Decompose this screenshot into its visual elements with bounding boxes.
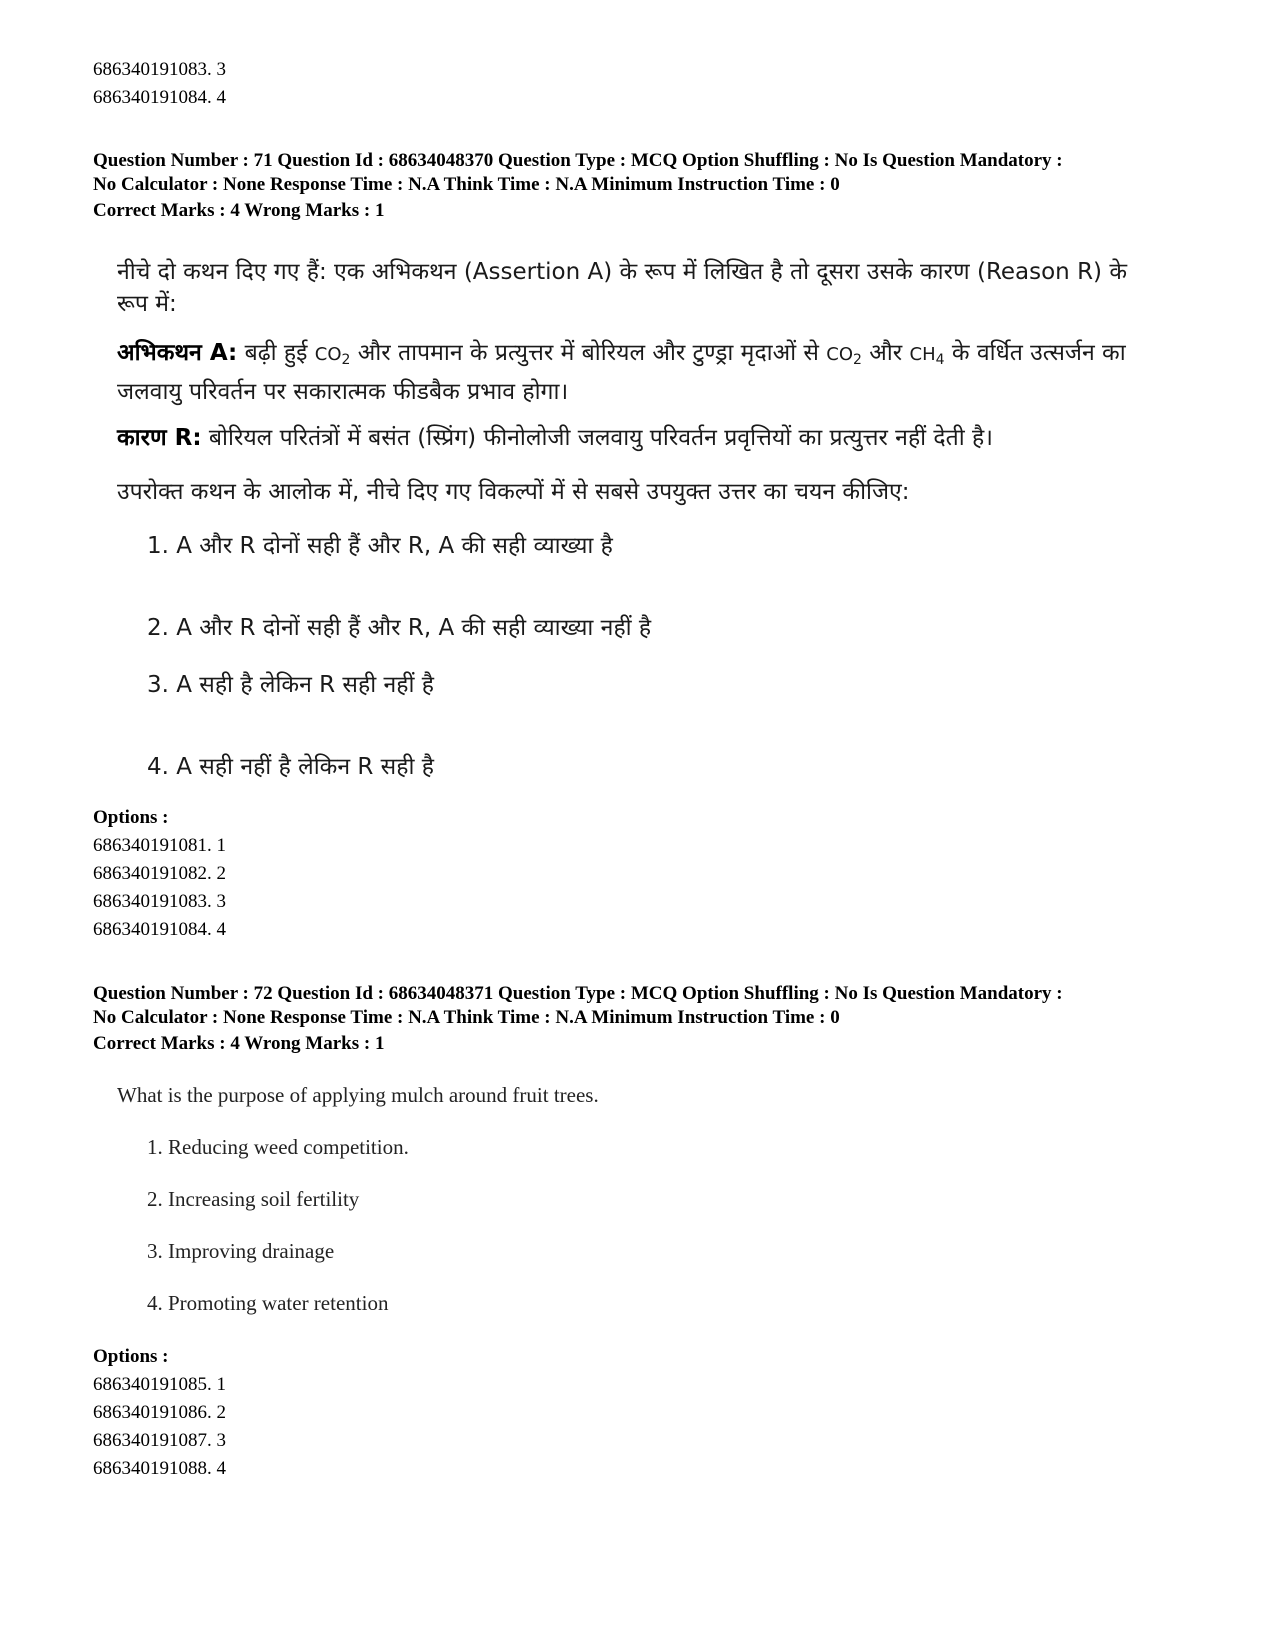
q72-option-4: 686340191088. 4 — [93, 1458, 226, 1479]
q71-assertion-label: अभिकथन A: — [117, 340, 238, 366]
q71-assertion-p4: के वर्धित उत्सर्जन का जलवायु परिवर्तन पर सकारात्मक फीडबैक प्रभाव होगा। — [117, 340, 1126, 405]
q72-option-3: 686340191087. 3 — [93, 1430, 226, 1451]
q71-option-2: 686340191082. 2 — [93, 863, 226, 884]
q71-choice-3: 3. A सही है लेकिन R सही नहीं है — [147, 672, 434, 698]
q72-choice-3: 3. Improving drainage — [147, 1239, 335, 1263]
q71-reason — [117, 422, 1127, 454]
co2-formula: $CO_2$ — [314, 344, 351, 368]
q71-options-label: Options : — [93, 807, 169, 828]
q71-option-3: 686340191083. 3 — [93, 891, 226, 912]
co2-formula-2: $CO_2$ — [826, 344, 862, 368]
q71-assertion — [117, 337, 1127, 408]
q72-choice-4: 4. Promoting water retention — [147, 1291, 389, 1315]
q71-intro: नीचे दो कथन दिए गए हैं: एक अभिकथन (Assertion A) के रूप में लिखित है तो दूसरा उसके कारण (Reason R) के रूप में: — [117, 259, 1128, 317]
q71-marks: Correct Marks : 4 Wrong Marks : 1 — [93, 200, 385, 221]
q72-options-label: Options : — [93, 1346, 169, 1367]
prev-option-4: 686340191084. 4 — [93, 87, 226, 108]
q71-choice-4: 4. A सही नहीं है लेकिन R सही है — [147, 754, 434, 780]
q71-choice-2: 2. A और R दोनों सही हैं और R, A की सही व्याख्या नहीं है — [147, 615, 652, 641]
q71-meta-line2: No Calculator : None Response Time : N.A Think Time : N.A Minimum Instruction Time : 0 — [93, 174, 840, 195]
q71-reason-label: कारण R: — [117, 425, 202, 451]
q71-assertion-p2: और तापमान के प्रत्युत्तर में बोरियल और टुण्ड्रा मृदाओं से — [357, 340, 819, 366]
q72-choice-1: 1. Reducing weed competition. — [147, 1135, 409, 1159]
ch4-formula: $CH_4$ — [909, 344, 945, 368]
q72-choice-2: 2. Increasing soil fertility — [147, 1187, 360, 1211]
q71-assertion-p3: और — [869, 340, 903, 366]
q71-choice-1: 1. A और R दोनों सही हैं और R, A की सही व्याख्या है — [147, 533, 613, 559]
q71-meta — [93, 149, 1213, 197]
q71-meta-line1: Question Number : 71 Question Id : 68634048370 Question Type : MCQ Option Shuffling : No Is Question Mandatory : — [93, 150, 1063, 171]
q71-option-1: 686340191081. 1 — [93, 835, 226, 856]
q72-meta-line1: Question Number : 72 Question Id : 68634048371 Question Type : MCQ Option Shuffling : No Is Question Mandatory : — [93, 983, 1063, 1004]
q71-instruction: उपरोक्त कथन के आलोक में, नीचे दिए गए विकल्पों में से सबसे उपयुक्त उत्तर का चयन कीजिए: — [117, 479, 910, 505]
q71-assertion-p1: बढ़ी हुई — [244, 340, 308, 366]
q72-marks: Correct Marks : 4 Wrong Marks : 1 — [93, 1033, 385, 1054]
q72-option-2: 686340191086. 2 — [93, 1402, 226, 1423]
q71-option-4: 686340191084. 4 — [93, 919, 226, 940]
q72-meta-line2: No Calculator : None Response Time : N.A Think Time : N.A Minimum Instruction Time : 0 — [93, 1007, 840, 1028]
q72-meta — [93, 982, 1213, 1030]
prev-option-3: 686340191083. 3 — [93, 59, 226, 80]
q71-reason-text: बोरियल परितंत्रों में बसंत (स्प्रिंग) फीनोलोजी जलवायु परिवर्तन प्रवृत्तियों का प्रत्युत्तर नहीं देती है। — [208, 425, 993, 451]
q72-question: What is the purpose of applying mulch around fruit trees. — [117, 1083, 599, 1107]
q72-option-1: 686340191085. 1 — [93, 1374, 226, 1395]
